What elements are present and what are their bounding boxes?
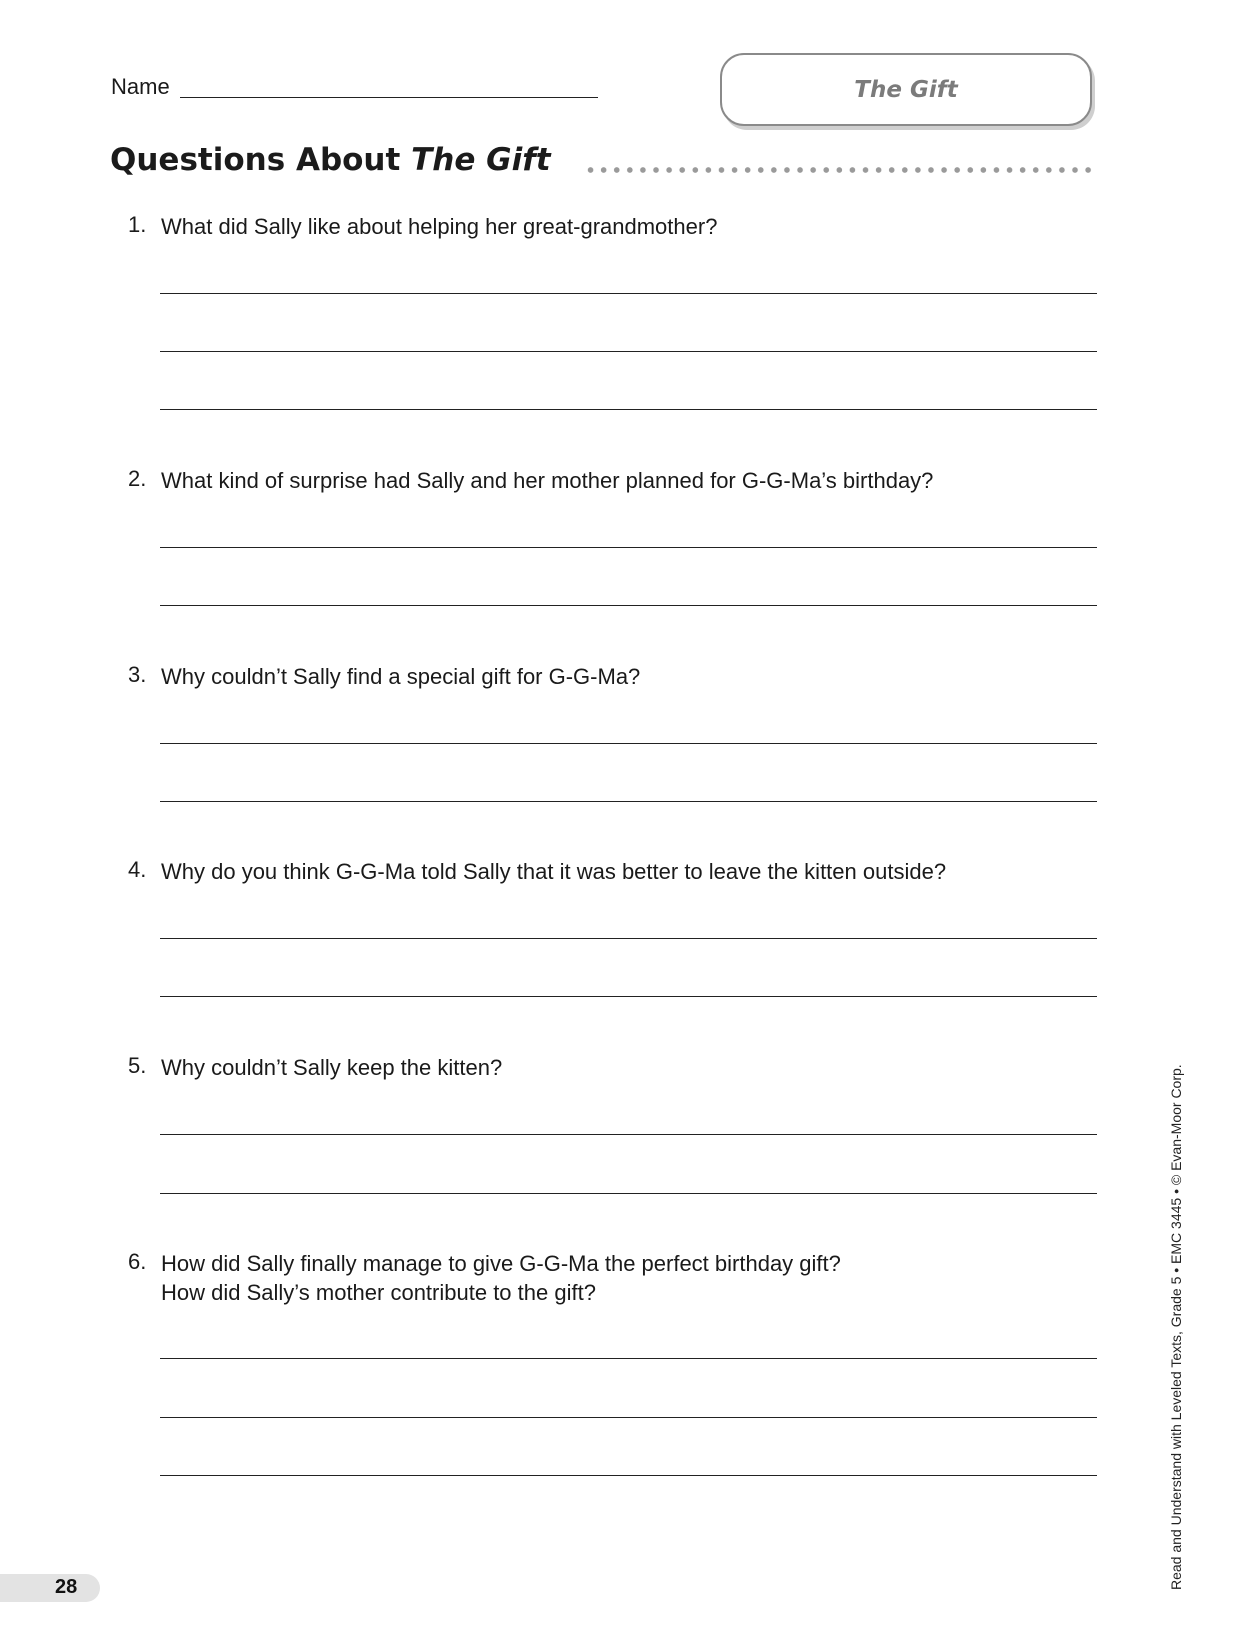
answer-line [160, 1193, 1097, 1194]
answer-line [160, 1417, 1097, 1418]
question-text: Why couldn’t Sally find a special gift for G-G-Ma? [161, 664, 641, 689]
question-number: 6. [128, 1249, 147, 1274]
question-text: Why do you think G-G-Ma told Sally that it was better to leave the kitten outside? [161, 859, 947, 884]
answer-line [160, 938, 1097, 939]
question-number: 1. [128, 212, 147, 237]
answer-line [160, 1358, 1097, 1359]
answer-line [160, 547, 1097, 548]
answer-line [160, 1134, 1097, 1135]
heading-prefix: Questions About [110, 142, 412, 178]
page-number-tab [0, 1574, 100, 1602]
question-text-line-2: How did Sally’s mother contribute to the gift? [161, 1280, 596, 1305]
answer-line [160, 409, 1097, 410]
question-number: 2. [128, 466, 147, 491]
question-number: 3. [128, 662, 147, 687]
story-title-box [720, 53, 1092, 126]
answer-line [160, 996, 1097, 997]
dotted-rule [584, 166, 1096, 174]
page-heading [110, 142, 551, 178]
page-number: 28 [55, 1576, 78, 1598]
question-text: How did Sally finally manage to give G-G-Ma the perfect birthday gift? [161, 1251, 841, 1276]
answer-line [160, 605, 1097, 606]
answer-line [160, 743, 1097, 744]
question-number: 5. [128, 1053, 147, 1078]
question-text: Why couldn’t Sally keep the kitten? [161, 1055, 503, 1080]
name-label: Name [111, 74, 170, 99]
question-text: What did Sally like about helping her great-grandmother? [161, 214, 718, 239]
question-number: 4. [128, 857, 147, 882]
answer-line [160, 1475, 1097, 1476]
answer-line [160, 351, 1097, 352]
answer-line [160, 801, 1097, 802]
story-title: The Gift [854, 76, 958, 103]
answer-line [160, 293, 1097, 294]
question-text: What kind of surprise had Sally and her mother planned for G-G-Ma’s birthday? [161, 468, 934, 493]
name-line [180, 97, 598, 98]
copyright-credit: Read and Understand with Leveled Texts, Grade 5 • EMC 3445 • © Evan-Moor Corp. [1168, 1064, 1184, 1590]
heading-title: The Gift [411, 142, 551, 178]
